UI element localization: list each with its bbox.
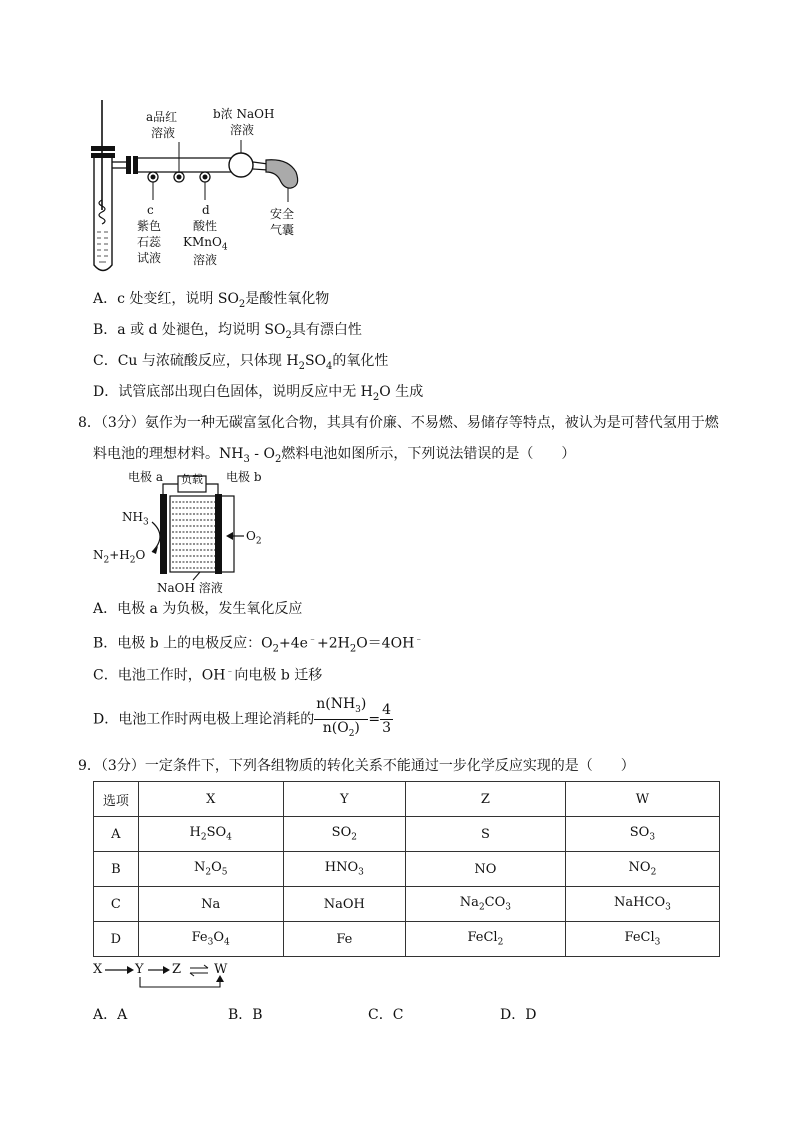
label-naoh-solution: NaOH 溶液: [157, 581, 223, 595]
q8-option-c[interactable]: C．电池工作时，OH﹣向电极 b 迁移: [93, 667, 323, 684]
scheme-w: W: [214, 962, 228, 977]
q9-answer-a[interactable]: A．A: [93, 1007, 128, 1023]
q9-stem: 9．（3分）一定条件下，下列各组物质的转化关系不能通过一步化学反应实现的是（ ）: [78, 758, 635, 774]
label-d-solution: 溶液: [193, 253, 218, 267]
label-c: c: [147, 203, 154, 217]
label-d: d: [202, 203, 210, 217]
label-nh3: $NH_3$: [122, 510, 149, 528]
label-d-kmno4: KMnO$_4$: [183, 235, 228, 253]
label-c-shirui: 石蕊: [137, 235, 162, 249]
q7-option-c[interactable]: C．Cu 与浓硫酸反应，只体现 $H_2SO_4$的氧化性: [93, 353, 389, 372]
label-a-solution: 溶液: [151, 126, 176, 140]
label-a-pinhong: a品红: [146, 110, 178, 124]
table-row: D $Fe_3O_4$ Fe FeCl$_2$ FeCl$_3$: [94, 922, 720, 957]
header-x: X: [138, 782, 283, 817]
value-fraction: $\frac{4}{3}$: [382, 701, 392, 736]
ratio-fraction: $\frac{n(NH_3)}{n(O_2)}$: [316, 696, 367, 739]
q9-options-table: [93, 781, 720, 957]
label-load: 负载: [181, 473, 203, 486]
label-c-shiye: 试液: [137, 251, 162, 265]
label-d-acidic: 酸性: [193, 219, 218, 233]
scheme-x: X: [93, 962, 103, 977]
label-safety: 安全: [270, 207, 295, 221]
label-n2-h2o: $N_2+H_2O$: [93, 548, 146, 566]
q8-stem-line1: 8．（3分）氨作为一种无碳富氢化合物，其具有价廉、不易燃、易储存等特点，被认为是可替代氢用于燃: [78, 415, 719, 431]
q7-option-b[interactable]: B．a 或 d 处褪色，均说明 $SO_2$具有漂白性: [93, 322, 362, 341]
q9-answer-b[interactable]: B．B: [228, 1007, 263, 1023]
q8-stem-line2: 料电池的理想材料。$NH_3 - O_2$燃料电池如图所示，下列说法错误的是（ ）: [93, 446, 576, 465]
table-header-row: [94, 782, 720, 817]
label-electrode-a: 电极 a: [128, 470, 163, 484]
header-y: Y: [283, 782, 405, 817]
q9-answer-d[interactable]: D．D: [500, 1007, 537, 1023]
table-row: B $N_2O_5$ $HNO_3$ NO $NO_2$: [94, 852, 720, 887]
q8-option-a[interactable]: A．电极 a 为负极，发生氧化反应: [93, 601, 303, 617]
table-row: C Na NaOH $Na_2CO_3$ NaHCO$_3$: [94, 887, 720, 922]
q8-option-b[interactable]: B．电极 b 上的电极反应：$O_2+4e^﹣+2H_2O=4OH^﹣$: [93, 635, 424, 655]
scheme-y: Y: [135, 962, 144, 977]
q7-option-d[interactable]: D．试管底部出现白色固体，说明反应中无 $H_2O$ 生成: [93, 384, 424, 403]
header-w: W: [565, 782, 719, 817]
label-airbag: 气囊: [270, 223, 295, 237]
label-b-naoh: b浓 NaOH: [213, 107, 275, 121]
q8-option-d[interactable]: D．电池工作时两电极上理论消耗的 $\frac{n(NH_3)}{n(O_2)}$ = $\frac{4}{3}$: [93, 696, 393, 743]
q9-answer-c[interactable]: C．C: [368, 1007, 404, 1023]
label-electrode-b: 电极 b: [226, 470, 262, 484]
label-o2: $O_2$: [246, 529, 262, 547]
label-c-zise: 紫色: [137, 219, 162, 233]
header-option: 选项: [94, 782, 139, 817]
header-z: Z: [405, 782, 565, 817]
table-row: A $H_2SO_4$ $SO_2$ S $SO_3$: [94, 817, 720, 852]
q7-option-a[interactable]: A．c 处变红，说明 $SO_2$是酸性氧化物: [93, 291, 330, 310]
scheme-z: Z: [172, 962, 182, 977]
label-b-solution: 溶液: [230, 123, 255, 137]
